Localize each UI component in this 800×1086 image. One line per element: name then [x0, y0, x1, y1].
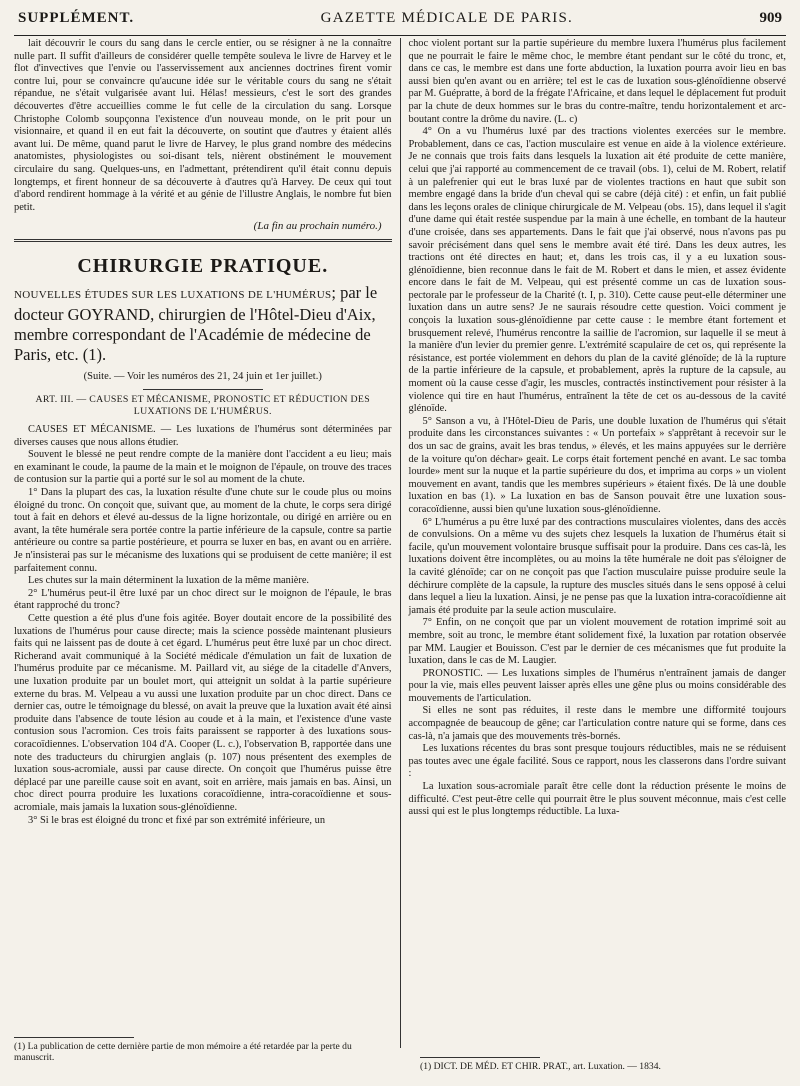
section-title: CHIRURGIE PRATIQUE. [77, 254, 329, 277]
paragraph: 5° Sanson a vu, à l'Hôtel-Dieu de Paris, une double luxation de l'humérus qui s'était produite dans les circonstances suivantes : « Un portefaix » s'apprêtant à recevoir sur le dos un sac de grains, avait les bras tendus, » élevés, et les mains appuyées sur le derrière de la voiture qu'on déchar» geait. Le corps était fortement penché en avant. Le sac tomba lourde» ment sur la nuque et la partie supérieure du dos, et imprima au corps » un violent mouvement en avant, tandis que les membres supérieurs » étaient fixés. De là une double luxation en bas (1). » La luxation en bas de Sanson pouvait être une luxation sous-coracoïdienne, aussi bien qu'une luxation sous-glénoïdienne. [408, 415, 786, 515]
page-number: 909 [759, 10, 782, 26]
article-byline: ; par le docteur GOYRAND, chirurgien de l'Hôtel-Dieu d'Aix, membre correspondant de l'Académie de médecine de Paris, etc. (1). [14, 282, 378, 364]
footnote-rule [14, 1037, 134, 1038]
left-column [14, 38, 400, 1048]
paragraph: 1° Dans la plupart des cas, la luxation résulte d'une chute sur le coude plus ou moins éloigné du tronc. On conçoit que, suivant que, au moment de la chute, le corps sera dirigé tout à fait en dehors et élevé au-dessus de la ligne horizontale, ou dirigé en arrière ou en avant, la tête humérale sera portée contre la partie inférieure de la capsule, contre sa partie antérieure ou contre sa partie postérieure, et pourra se luxer en bas, en avant ou en arrière. Je n'insisterai pas sur le mécanisme des luxations qui se produisent de cette manière; il est parfaitement connu. [14, 487, 392, 574]
footnotes [14, 1037, 786, 1073]
paragraph: Souvent le blessé ne peut rendre compte de la manière dont l'accident a eu lieu; mais en examinant le coude, la paume de la main et le moignon de l'épaule, on trouve des traces de contusion sur la partie qui a porté sur le sol au moment de la chute. [14, 449, 392, 486]
footnote-rule [420, 1057, 540, 1058]
paragraph: 2° L'humérus peut-il être luxé par un choc direct sur le moignon de l'épaule, le bras étant rapproché du tronc? [14, 587, 392, 612]
continuation-note: (Suite. — Voir les numéros des 21, 24 juin et 1er juillet.) [83, 370, 322, 382]
article-heading [14, 283, 392, 365]
paragraph: Les chutes sur la main déterminent la luxation de la même manière. [28, 575, 310, 587]
paragraph: PRONOSTIC. — Les luxations simples de l'humérus n'entraînent jamais de danger pour la vie, mais elles peuvent laisser après elles une gêne plus ou moins considérable des mouvements de l'articulation. [408, 667, 786, 704]
running-head [14, 10, 786, 36]
divider [143, 389, 263, 390]
paragraph: Si elles ne sont pas réduites, il reste dans le membre une difformité toujours accompagnée de beaucoup de gêne; car l'articulation contre nature qui se forme, dans ces cas-là, n'a jamais que des mouvements très-bornés. [408, 705, 786, 742]
pronostic-lead: PRONOSTIC. [422, 667, 483, 679]
article-section-title: ART. III. — CAUSES ET MÉCANISME, PRONOSTIC ET RÉDUCTION DES LUXATIONS DE L'HUMÉRUS. [35, 394, 370, 418]
article-title: NOUVELLES ÉTUDES SUR LES LUXATIONS DE L'HUMÉRUS [14, 288, 332, 301]
footnote-right [400, 1037, 786, 1073]
supplement-label: SUPPLÉMENT. [18, 10, 135, 26]
footnote-left [14, 1037, 400, 1073]
footnote-text: (1) DICT. DE MÉD. ET CHIR. PRAT., art. Luxation. — 1834. [420, 1060, 661, 1072]
continued-note: (La fin au prochain numéro.) [253, 220, 382, 233]
paragraph: 3° Si le bras est éloigné du tronc et fixé par son extrémité inférieure, un [28, 814, 326, 826]
right-column [401, 38, 787, 1048]
paragraph: lait découvrir le cours du sang dans le cercle entier, ou se résigner à ne la connaître nulle part. Il suffit d'ailleurs de considérer quelle tempête souleva le livre de Harvey et le flot d'invectives que l'envie ou l'asservissement aux anciennes doctrines firent vomir contre lui, pour se convaincre qu'aucune idée sur le véritable cours du sang ne s'était répandue, ne s'était vulgarisée avant lui. Hélas! messieurs, c'est le sort des grandes découvertes d'être accueillies comme le fut celle de la circulation du sang. Lorsque Christophe Colomb soupçonna l'existence d'un nouveau monde, on le prit pour un visionnaire, et quand il en eut fait la découverte, on soutint que d'autres y étaient allés avant lui. De même, quand parut le livre de Harvey, le plus grand nombre des médecins anatomistes, physiologistes ou soi-disant tels, nièrent obstinément le mouvement circulaire du sang. Quelques-uns, en l'admettant, prétendirent qu'il était connu depuis longtemps, et firent honneur de sa découverte à d'autres qu'à Harvey. De ceux qui tout d'abord rendirent hommage à la vérité et au génie de l'illustre Anglais, le nombre fut bien petit. [14, 38, 392, 213]
paragraph: 4° On a vu l'humérus luxé par des tractions violentes exercées sur le membre. Probablement, dans ce cas, l'action musculaire est venue en aide à la violence extérieure. Je ne connais que trois faits dans lesquels la luxation ait été produite de cette manière, celui que j'ai rapporté au commencement de ce travail (obs. 1), celui de M. Robert, relatif à un palefrenier qui eut le bras luxé par de violentes tractions en haut que subit son membre engagé dans la bride d'un cheval qui se cabre (déjà cité) : et enfin, un fait publié dans les leçons orales de clinique chirurgicale de M. Velpeau (obs. 15), dans lequel il s'agit d'une dame qui était restée suspendue par la main à une échelle, en tombant de la hauteur d'une croisée, dans ses appartements. Dans le fait que j'ai observé, nous n'avons pas pu savoir précisément dans quel sens le membre avait été tiré. Dans les deux autres, les tractions ont été directes en haut; et, dans les trois cas, il y a eu luxation sous-glénoïdienne, bien reconnue dans le fait de M. Robert et dans le mien, et assez évidente encore dans le fait de M. Velpeau, qui est présenté comme un cas de luxation sous-pectorale par le professeur de la Charité (t. I, p. 310). Cette cause peut-elle déterminer une luxation dans un autre sens? Je ne saurais résoudre cette question. Voici comment je conçois la luxation sous-glénoïdienne par cette cause : le membre étant fortement et brusquement relevé, l'humérus rencontre la saillie de l'acromion, sur laquelle il se meut à la manière d'un levier du premier genre. L'extrémité scapulaire de cet os, qui représente la résistance, est portée violemment en dehors du plan de la cavité glénoïde; de là la rupture de la partie inférieure de la capsule, et probablement, après la rupture de la capsule, au moment où la cause cesse d'agir, les muscles, contractés instinctivement pour résister à la violence qui tire en haut l'humérus, entraînent la tête de cet os au-dessous de la cavité glénoïde. [408, 126, 786, 415]
paragraph: CAUSES ET MÉCANISME. — Les luxations de l'humérus sont déterminées par diverses causes que nous allons étudier. [14, 424, 392, 448]
paragraph: 7° Enfin, on ne conçoit que par un violent mouvement de rotation imprimé soit au membre, soit au tronc, le membre étant solidement fixé, la luxation par rotation observée par MM. Laugier et Bouisson. C'est par le dernier de ces mécanismes que fut produite la luxation, dans le cas de M. Laugier. [408, 617, 786, 667]
paragraph: La luxation sous-acromiale paraît être celle dont la réduction présente le moins de difficulté. C'est peut-être celle qui pourrait être le plus souvent méconnue, mais c'est celle aussi qui est le plus longtemps réductible. La luxa- [408, 781, 786, 818]
paragraph: Cette question a été plus d'une fois agitée. Boyer doutait encore de la possibilité des luxations de l'humérus pour cause directe; mais la science possède maintenant plusieurs faits qui ne laissent pas de doute à cet égard. L'humérus peut être luxé par un choc direct. Richerand avait communiqué à la Société médicale d'émulation un fait de luxation de l'humérus produite par ce mécanisme. M. Paillard vit, au siége de la citadelle d'Anvers, une luxation produite par un boulet mort, qui atteignit un soldat à la partie supérieure externe du bras. M. Velpeau a vu aussi une luxation produite par un choc direct. Dans ce dernier cas, outre le témoignage du blessé, on avait la preuve que la luxation avait été ainsi produite dans l'absence de toute lésion au coude et à la main, et l'existence d'une vaste contusion sous l'acromion. Ces trois faits paraissent se rapporter à des luxations sous-coracoïdiennes. L'observation 104 d'A. Cooper (L. c.), l'observation B, rapportée dans une note des traducteurs du chirurgien anglais (p. 107) nous présentent des exemples de luxation sous-acromiale, aussi par cause directe. On conçoit que l'humérus puisse être déplacé par une pareille cause soit en avant, soit en arrière, mais jamais en bas. Ainsi, un choc direct pourra produire les luxations coracoïdienne, intra-coracoïdienne et sous-acromiale, mais jamais la luxation sous-glénoïdienne. [14, 613, 392, 813]
paragraph: Les luxations récentes du bras sont presque toujours réductibles, mais ne se réduisent pas toutes avec une égale facilité. Sous ce rapport, nous les classerons dans l'ordre suivant : [408, 743, 786, 780]
text-columns [14, 38, 786, 1048]
footnote-text: (1) La publication de cette dernière partie de mon mémoire a été retardée par la perte du manuscrit. [14, 1040, 352, 1063]
paragraph: choc violent portant sur la partie supérieure du membre luxera l'humérus plus facilement que ne pourrait le faire le même choc, le membre étant pendant sur le côté du tronc, et, dans ce cas, le membre est dans une forte abduction, la luxation pourra avoir lieu en bas aussi bien qu'en avant ou en arrière; tel est le cas de luxation sous-glénoïdienne observé par M. Guépratte, à bord de la frégate l'Africaine, et dans lequel le déplacement fut produit par la chute de deux hommes sur le bras du contre-maître, tendu horizontalement et arc-boutant contre la drôme du navire. (L. c) [408, 38, 786, 125]
causes-lead: CAUSES ET MÉCANISME. [28, 424, 156, 436]
section-divider [14, 239, 392, 242]
journal-title: GAZETTE MÉDICALE DE PARIS. [320, 10, 573, 26]
paragraph: 6° L'humérus a pu être luxé par des contractions musculaires violentes, dans des accès de convulsions. On a même vu des sujets chez lesquels la luxation de l'humérus était si facile, qu'un mouvement volontaire brusque suffisait pour la produire. Dans ces cas-là, les luxations doivent être incomplètes, ou au moins la tête humérale ne doit pas s'éloigner de la cavité glénoïde; car on ne conçoit pas que l'action musculaire puisse produire seule la déchirure complète de la capsule, la rupture des muscles situés dans le sens opposé à celui dans lequel a lieu la luxation. Ainsi, je ne pense pas que la luxation intra-coracoïdienne ait jamais été produite par la seule action musculaire. [408, 516, 786, 616]
